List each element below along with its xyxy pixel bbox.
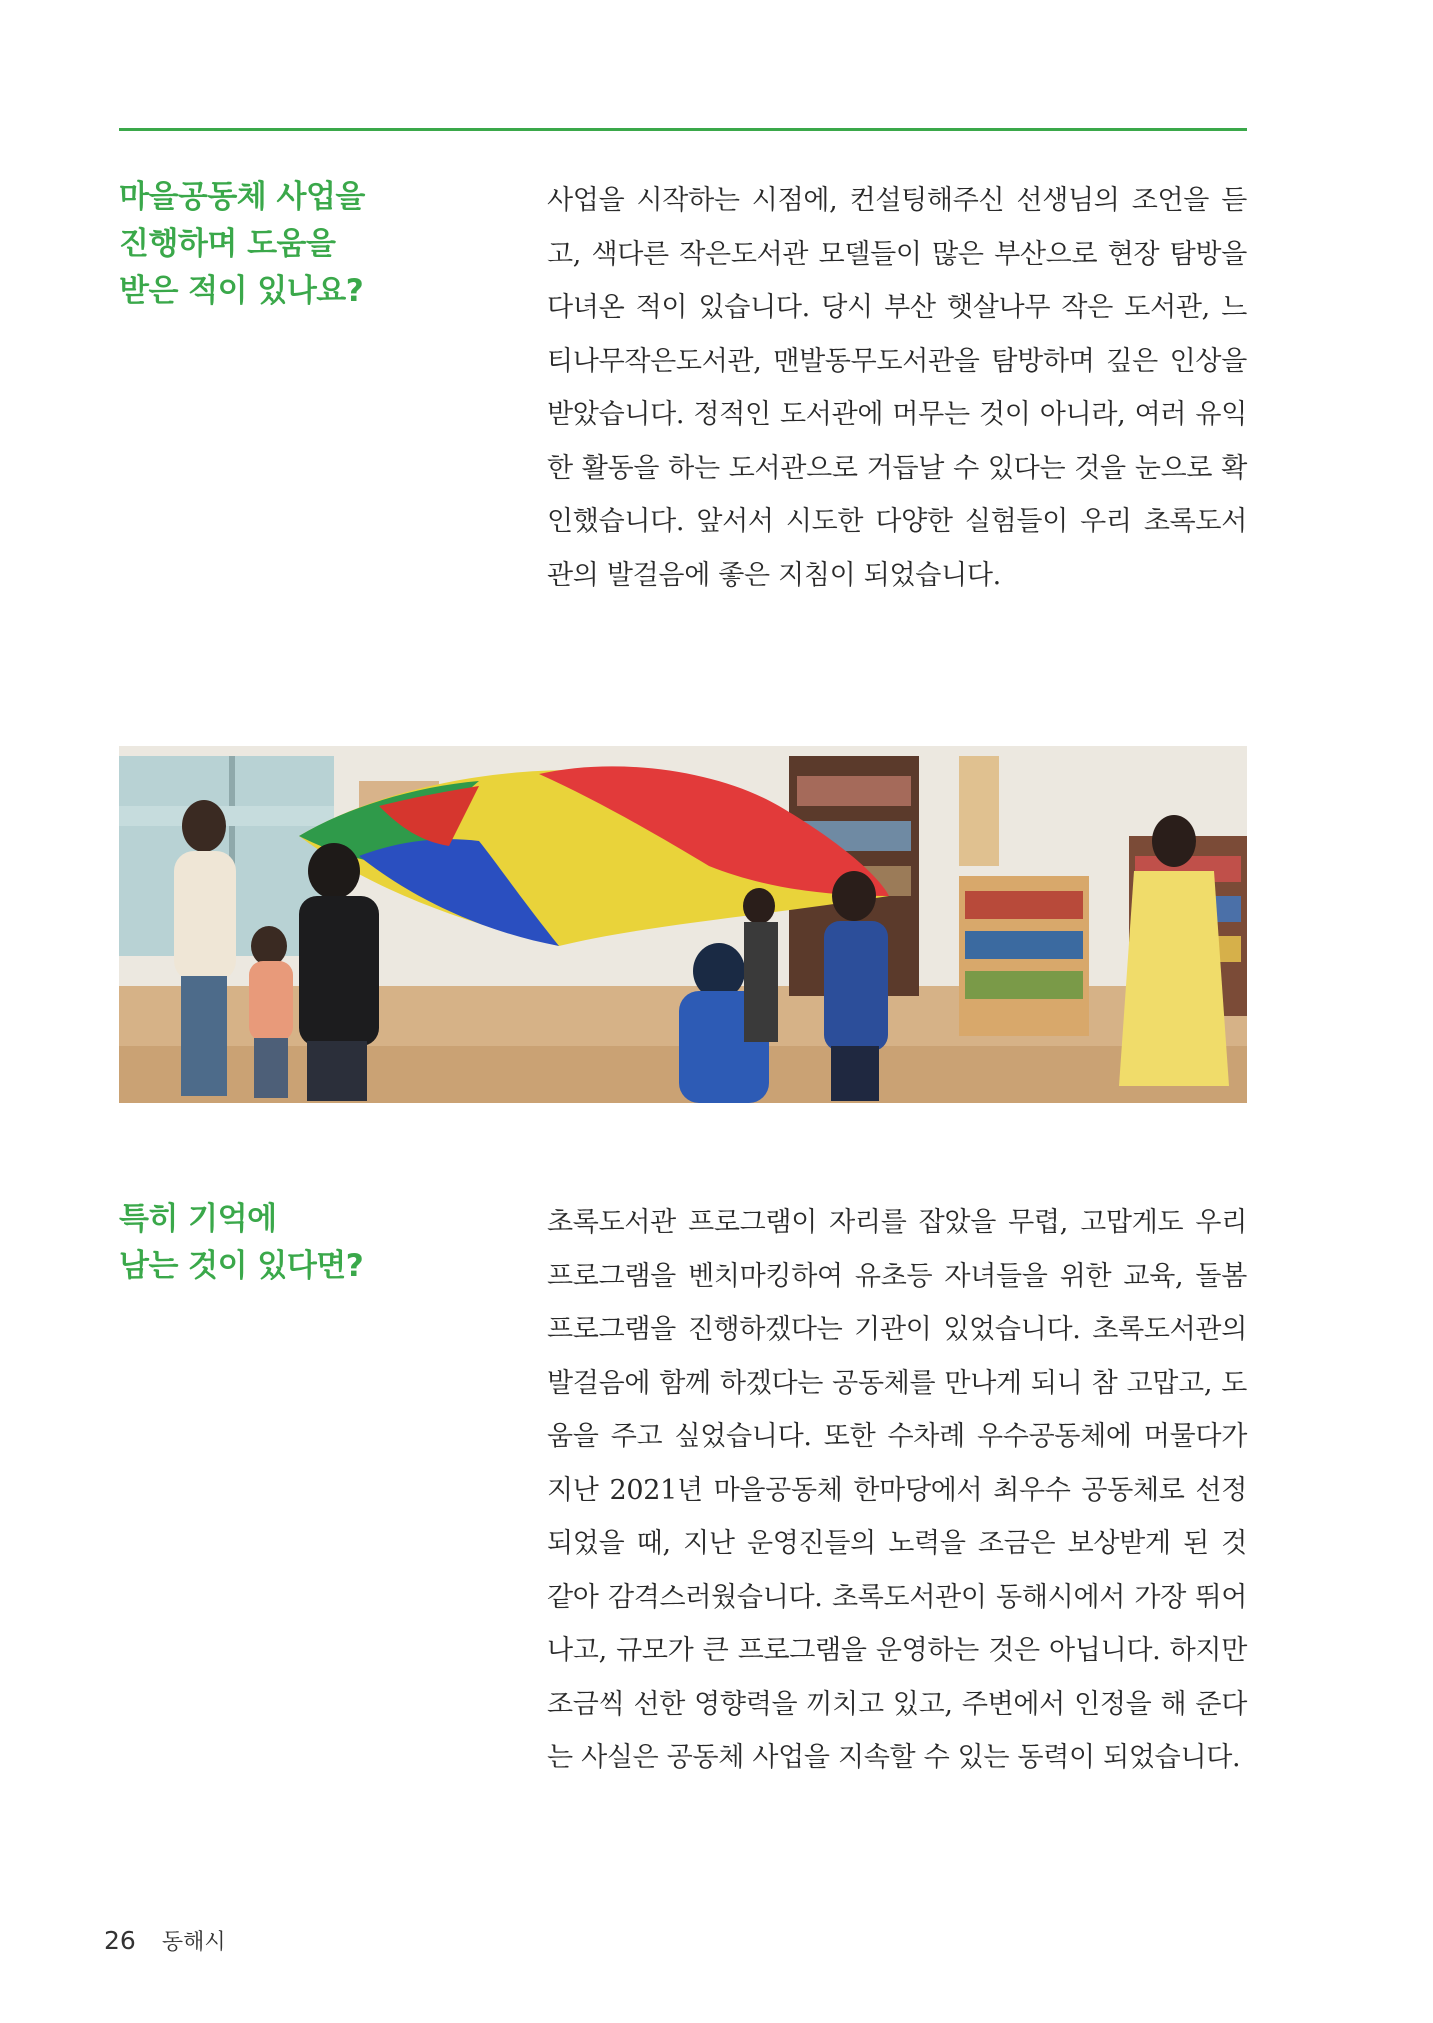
top-divider bbox=[119, 128, 1247, 131]
photo-parachute-play bbox=[119, 746, 1247, 1103]
question-heading: 마을공동체 사업을 진행하며 도움을 받은 적이 있나요? bbox=[119, 179, 365, 309]
answer-paragraph: 사업을 시작하는 시점에, 컨설팅해주신 선생님의 조언을 듣고, 색다른 작은도서관 모델들이 많은 부산으로 현장 탐방을 다녀온 적이 있습니다. 당시 부산 햇살나무 작은 도서관, 느티나무작은도서관, 맨발동무도서관을 탐방하며 깊은 인상을 받았습니다. 정적인 도서관에 머무는 것이 아니라, 여러 유익한 활동을 하는 도서관으로 거듭날 수 있다는 것을 눈으로 확인했습니다. 앞서서 시도한 다양한 실험들이 우리 초록도서관의 발걸음에 좋은 지침이 되었습니다. bbox=[547, 185, 1247, 591]
footer-label: 동해시 bbox=[161, 1930, 226, 1955]
page-number: 26 bbox=[104, 1926, 136, 1955]
question-heading: 특히 기억에 남는 것이 있다면? bbox=[119, 1201, 364, 1284]
page-footer bbox=[104, 1925, 226, 1956]
answer-paragraph: 초록도서관 프로그램이 자리를 잡았을 무렵, 고맙게도 우리 프로그램을 벤치마킹하여 유초등 자녀들을 위한 교육, 돌봄 프로그램을 진행하겠다는 기관이 있었습니다. 초록도서관의 발걸음에 함께 하겠다는 공동체를 만나게 되니 참 고맙고, 도움을 주고 싶었습니다. 또한 수차례 우수공동체에 머물다가 지난 2021년 마을공동체 한마당에서 최우수 공동체로 선정되었을 때, 지난 운영진들의 노력을 조금은 보상받게 된 것 같아 감격스러웠습니다. 초록도서관이 동해시에서 가장 뛰어나고, 규모가 큰 프로그램을 운영하는 것은 아닙니다. 하지만 조금씩 선한 영향력을 끼치고 있고, 주변에서 인정을 해 준다는 사실은 공동체 사업을 지속할 수 있는 동력이 되었습니다. bbox=[547, 1207, 1247, 1773]
